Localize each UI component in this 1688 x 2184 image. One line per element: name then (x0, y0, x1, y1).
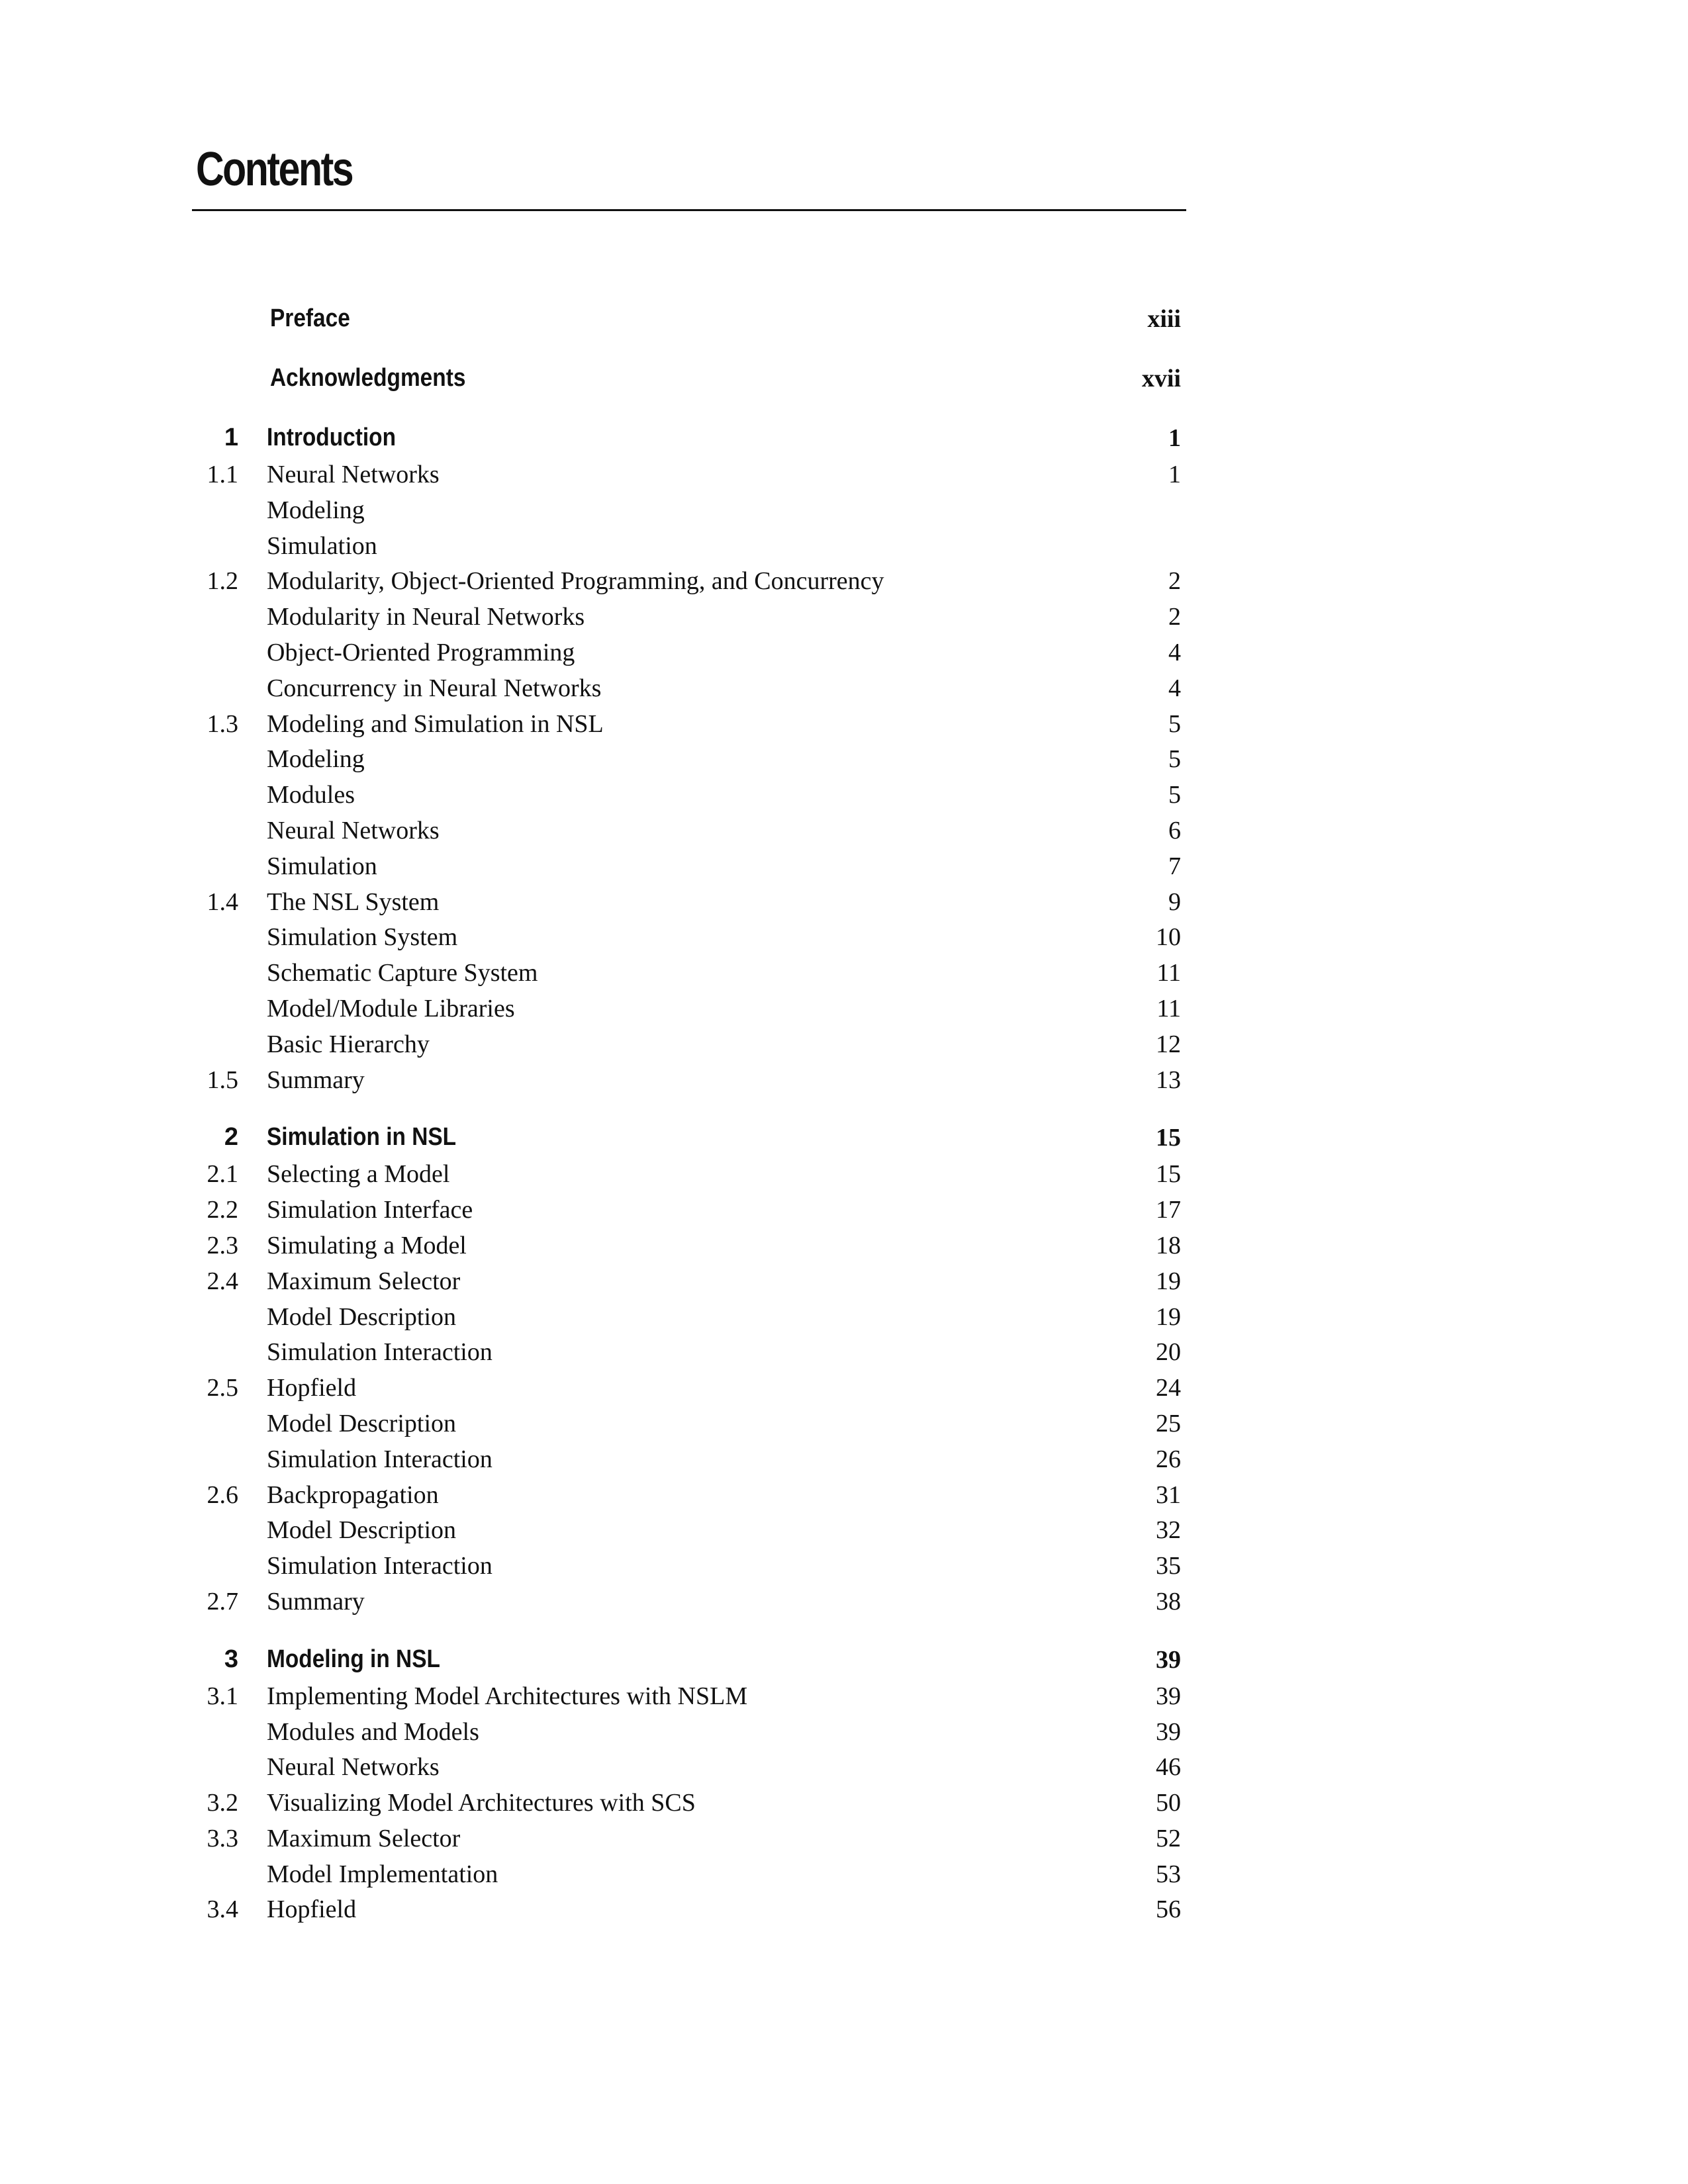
toc-entry-page-number: 24 (1156, 1374, 1181, 1402)
toc-entry-page-number: 35 (1156, 1552, 1181, 1580)
toc-section-entry (192, 1195, 1186, 1231)
toc-entry-number: 1 (224, 424, 238, 451)
toc-entry-title: Summary (267, 1587, 365, 1615)
toc-entry-number: 1.5 (207, 1066, 238, 1094)
toc-section-entry (192, 709, 1186, 745)
toc-entry-page-number: 18 (1156, 1231, 1181, 1259)
toc-entry-title: Backpropagation (267, 1480, 439, 1509)
toc-entry-title: Acknowledgments (270, 364, 466, 392)
toc-entry-page-number: 1 (1168, 424, 1181, 452)
toc-entry-number: 2.3 (207, 1231, 238, 1259)
toc-entry-title: Modeling in NSL (267, 1645, 440, 1673)
toc-subsection-entry (192, 1752, 1186, 1788)
toc-entry-page-number: 39 (1156, 1682, 1181, 1710)
toc-subsection-entry (192, 1516, 1186, 1551)
toc-entry-title: Hopfield (267, 1374, 357, 1402)
toc-entry-title: Model Implementation (267, 1860, 498, 1888)
toc-subsection-entry (192, 1030, 1186, 1066)
toc-section-entry (192, 1066, 1186, 1101)
toc-section-entry (192, 1788, 1186, 1824)
toc-entry-page-number: 39 (1156, 1717, 1181, 1746)
toc-entry-title: Simulation (267, 852, 377, 880)
toc-entry-title: Simulating a Model (267, 1231, 467, 1259)
toc-subsection-entry (192, 780, 1186, 816)
toc-section-entry (192, 1682, 1186, 1717)
toc-entry-number: 3.3 (207, 1824, 238, 1852)
toc-subsection-entry (192, 602, 1186, 638)
toc-entry-number: 2.5 (207, 1374, 238, 1402)
toc-entry-page-number: 56 (1156, 1895, 1181, 1924)
toc-subsection-entry (192, 1551, 1186, 1587)
toc-chapter-entry (192, 1123, 1186, 1160)
toc-entry-title: Model/Module Libraries (267, 994, 515, 1023)
toc-entry-page-number: 50 (1156, 1789, 1181, 1817)
toc-entry-title: The NSL System (267, 887, 440, 916)
toc-section-entry (192, 1480, 1186, 1516)
toc-entry-number: 3 (224, 1645, 238, 1673)
toc-entry-page-number: 26 (1156, 1445, 1181, 1473)
toc-entry-title: Maximum Selector (267, 1824, 461, 1852)
toc-entry-page-number: 2 (1168, 567, 1181, 596)
toc-section-entry (192, 1895, 1186, 1931)
toc-entry-title: Neural Networks (267, 1753, 440, 1782)
toc-entry-title: Preface (270, 304, 350, 332)
toc-entry-page-number: 31 (1156, 1480, 1181, 1509)
toc-entry-title: Summary (267, 1066, 365, 1094)
toc-entry-page-number: 46 (1156, 1753, 1181, 1782)
toc-chapter-entry (192, 424, 1186, 460)
toc-entry-title: Neural Networks (267, 461, 440, 488)
toc-entry-page-number: 15 (1156, 1160, 1181, 1189)
toc-entry-title: Model Description (267, 1516, 457, 1545)
toc-entry-title: Simulation in NSL (267, 1123, 457, 1152)
toc-entry-page-number: 38 (1156, 1587, 1181, 1615)
toc-entry-title: Neural Networks (267, 816, 440, 844)
toc-entry-number: 2.6 (207, 1480, 238, 1509)
toc-entry-title: Maximum Selector (267, 1267, 461, 1295)
toc-entry-number: 2.2 (207, 1196, 238, 1224)
toc-entry-title: Schematic Capture System (267, 959, 538, 987)
toc-entry-page-number: 9 (1168, 887, 1181, 916)
toc-entry-title: Modularity, Object-Oriented Programming, and Concurrency (267, 567, 884, 596)
toc-section-entry (192, 567, 1186, 602)
toc-entry-number: 1.1 (207, 461, 238, 488)
toc-entry-page-number: 4 (1168, 638, 1181, 666)
toc-entry-page-number: xiii (1147, 305, 1181, 333)
toc-front-matter-entry (192, 364, 1186, 424)
toc-entry-title: Modularity in Neural Networks (267, 603, 585, 631)
toc-subsection-entry (192, 1445, 1186, 1480)
toc-entry-page-number: 52 (1156, 1824, 1181, 1852)
toc-entry-title: Hopfield (267, 1895, 357, 1924)
toc-entry-title: Modules and Models (267, 1717, 479, 1746)
toc-subsection-entry (192, 816, 1186, 852)
toc-entry-page-number: 5 (1168, 781, 1181, 809)
toc-entry-page-number: 25 (1156, 1409, 1181, 1437)
toc-section-entry (192, 1231, 1186, 1267)
toc-section-entry (192, 1824, 1186, 1860)
toc-entry-page-number: 53 (1156, 1860, 1181, 1888)
toc-subsection-entry (192, 994, 1186, 1030)
toc-entry-title: Implementing Model Architectures with NSLM (267, 1682, 748, 1710)
toc-subsection-entry (192, 745, 1186, 780)
toc-subsection-entry (192, 958, 1186, 994)
toc-subsection-entry (192, 1860, 1186, 1895)
toc-entry-number: 2.1 (207, 1160, 238, 1189)
toc-entry-title: Object-Oriented Programming (267, 638, 575, 666)
toc-entry-title: Simulation Interaction (267, 1338, 492, 1367)
toc-entry-number: 2.4 (207, 1267, 238, 1295)
toc-entry-number: 3.4 (207, 1895, 238, 1924)
toc-chapter-entry (192, 1645, 1186, 1682)
toc-entry-page-number: 6 (1168, 816, 1181, 844)
toc-section-entry (192, 887, 1186, 923)
toc-entry-page-number: 5 (1168, 745, 1181, 774)
toc-subsection-entry (192, 923, 1186, 958)
toc-entry-title: Model Description (267, 1409, 457, 1437)
toc-entry-title: Simulation System (267, 923, 458, 952)
toc-subsection-entry (192, 852, 1186, 887)
toc-entry-title: Modeling (267, 745, 365, 774)
toc-entry-title: Visualizing Model Architectures with SCS (267, 1789, 696, 1817)
toc-entry-page-number: 19 (1156, 1302, 1181, 1331)
toc-entry-page-number: 20 (1156, 1338, 1181, 1367)
toc-entry-number: 2 (224, 1123, 238, 1152)
toc-subsection-entry (192, 1717, 1186, 1753)
toc-entry-page-number: 13 (1156, 1066, 1181, 1094)
toc-entry-page-number: 39 (1156, 1645, 1181, 1674)
toc-entry-page-number: 32 (1156, 1516, 1181, 1545)
toc-entry-number: 1.4 (207, 887, 238, 916)
toc-subsection-entry (192, 1338, 1186, 1373)
toc-entry-number: 1.2 (207, 567, 238, 596)
toc-entry-page-number: 19 (1156, 1267, 1181, 1295)
toc-entry-title: Concurrency in Neural Networks (267, 674, 602, 702)
title-rule (192, 209, 1186, 211)
toc-entry-title: Model Description (267, 1302, 457, 1331)
toc-subsection-entry (192, 531, 1186, 567)
toc-entry-title: Simulation Interaction (267, 1552, 492, 1580)
toc-entry-page-number: 7 (1168, 852, 1181, 880)
toc-front-matter-entry (192, 304, 1186, 364)
toc-entry-page-number: 15 (1156, 1124, 1181, 1152)
toc-subsection-entry (192, 1302, 1186, 1338)
toc-entry-page-number: 11 (1156, 994, 1181, 1023)
toc-section-entry (192, 1160, 1186, 1195)
toc-entry-title: Simulation Interaction (267, 1445, 492, 1473)
toc-section-entry (192, 460, 1186, 496)
toc-entry-page-number: 11 (1156, 959, 1181, 987)
toc-entry-page-number: 10 (1156, 923, 1181, 952)
toc-entry-title: Modules (267, 781, 355, 809)
toc-entry-title: Modeling and Simulation in NSL (267, 709, 604, 738)
toc-entry-number: 1.3 (207, 709, 238, 738)
toc-entry-page-number: 12 (1156, 1030, 1181, 1058)
toc-subsection-entry (192, 674, 1186, 709)
toc-entry-number: 2.7 (207, 1587, 238, 1615)
toc-subsection-entry (192, 638, 1186, 674)
toc-section-entry (192, 1587, 1186, 1623)
toc-entry-page-number: 5 (1168, 709, 1181, 738)
toc-entry-title: Introduction (267, 424, 397, 451)
toc-entry-title: Modeling (267, 496, 365, 524)
toc-section-entry (192, 1373, 1186, 1409)
toc-entry-number: 3.2 (207, 1789, 238, 1817)
toc-subsection-entry (192, 496, 1186, 531)
toc-entry-page-number: 2 (1168, 603, 1181, 631)
toc-entry-title: Simulation Interface (267, 1196, 473, 1224)
toc-entry-page-number: 1 (1168, 461, 1181, 488)
toc-entry-title: Selecting a Model (267, 1160, 450, 1189)
toc-entry-page-number: xvii (1141, 365, 1181, 392)
table-of-contents (192, 304, 1186, 1931)
toc-entry-title: Basic Hierarchy (267, 1030, 430, 1058)
toc-entry-page-number: 17 (1156, 1196, 1181, 1224)
toc-subsection-entry (192, 1409, 1186, 1445)
toc-section-entry (192, 1267, 1186, 1302)
toc-entry-number: 3.1 (207, 1682, 238, 1710)
page-title: Contents (196, 143, 353, 196)
toc-entry-title: Simulation (267, 531, 377, 560)
toc-entry-page-number: 4 (1168, 674, 1181, 702)
